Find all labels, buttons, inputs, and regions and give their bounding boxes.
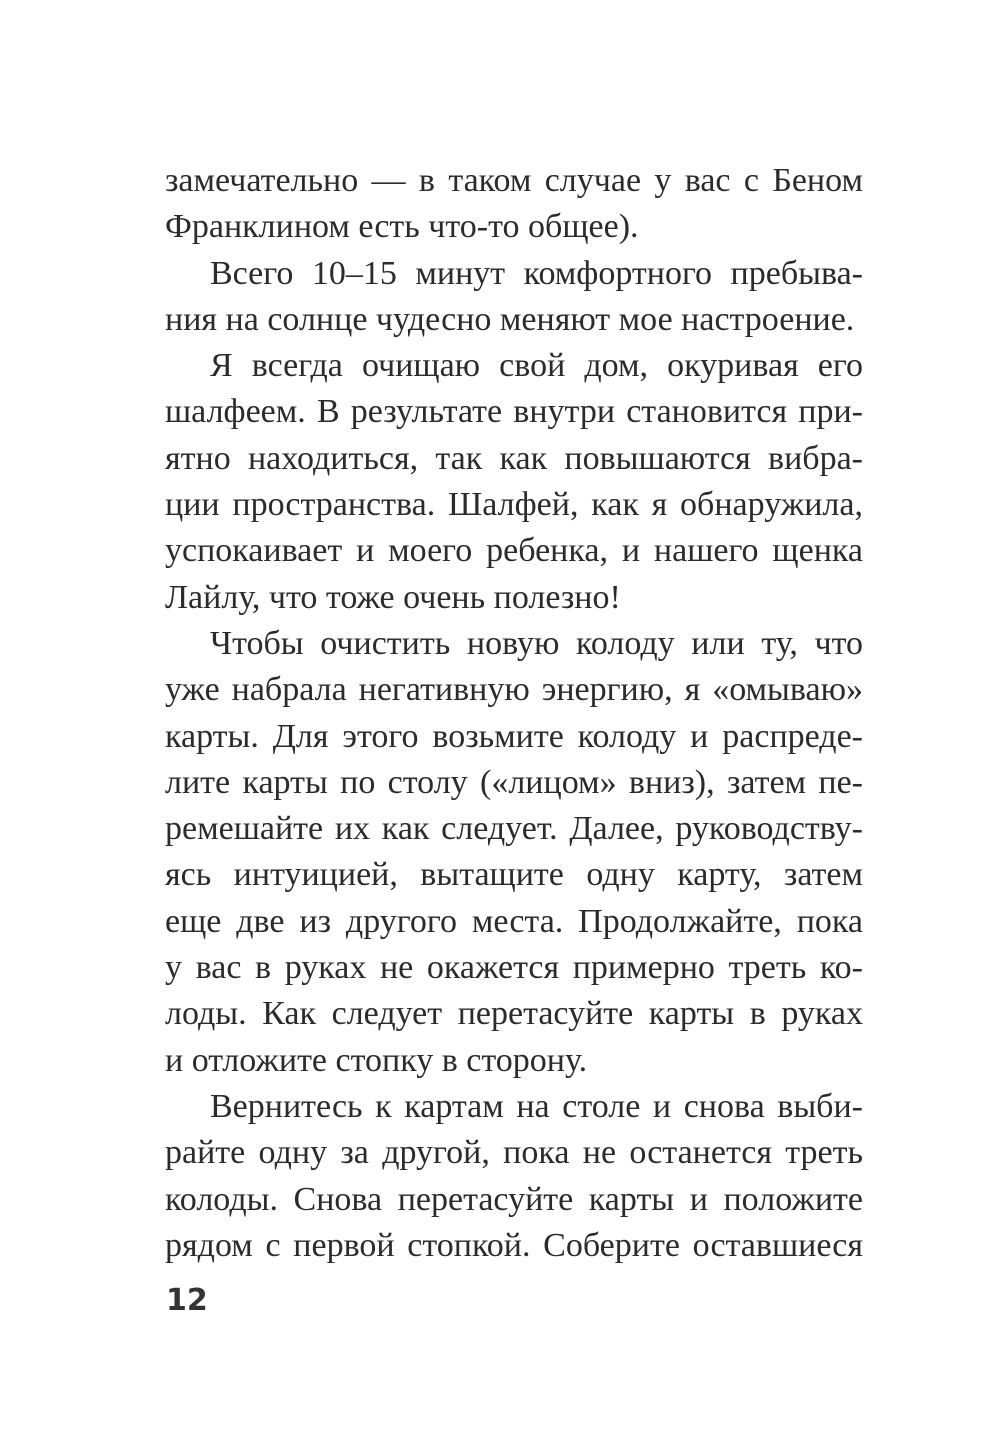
text-line: замечательно — в таком случае у вас с Беном	[165, 162, 863, 199]
text-line: уже набрала негативную энергию, я «омываю»	[165, 671, 863, 709]
text-line: шалфеем. В результате внутри становится при-	[165, 393, 863, 431]
text-line: лоды. Как следует перетасуйте карты в руках	[165, 995, 863, 1033]
text-line: Всего 10–15 минут комфортного пребыва-	[210, 254, 863, 292]
text-line: рядом с первой стопкой. Соберите оставшиеся	[165, 1226, 863, 1264]
text-line: лите карты по столу («лицом» вниз), затем пе-	[165, 763, 863, 801]
body-text	[165, 158, 863, 1269]
text-line: ремешайте их как следует. Далее, руководству-	[165, 810, 863, 848]
text-line: Чтобы очистить новую колоду или ту, что	[210, 624, 863, 662]
text-line: ятно находиться, так как повышаются вибра-	[165, 439, 863, 477]
text-line: ния на солнце чудесно меняют мое настроение.	[165, 300, 855, 338]
text-line: карты. Для этого возьмите колоду и распреде-	[165, 717, 863, 755]
text-line: успокаивает и моего ребенка, и нашего щенка	[165, 532, 863, 570]
text-line: колоды. Снова перетасуйте карты и положите	[165, 1180, 863, 1218]
text-line: Франклином есть что-то общее).	[165, 208, 639, 246]
text-line: Я всегда очищаю свой дом, окуривая его	[210, 347, 863, 385]
text-line: Лайлу, что тоже очень полезно!	[165, 578, 621, 616]
text-line: у вас в руках не окажется примерно треть ко-	[165, 949, 863, 987]
text-line: еще две из другого места. Продолжайте, пока	[165, 902, 863, 940]
text-line: райте одну за другой, пока не останется треть	[165, 1134, 863, 1172]
page-number: 12	[166, 1283, 208, 1318]
text-line: и отложите стопку в сторону.	[165, 1041, 588, 1079]
text-line: ции пространства. Шалфей, как я обнаружила,	[165, 486, 863, 524]
text-line: ясь интуицией, вытащите одну карту, затем	[165, 856, 863, 894]
text-line: Вернитесь к картам на столе и снова выби-	[210, 1087, 863, 1125]
